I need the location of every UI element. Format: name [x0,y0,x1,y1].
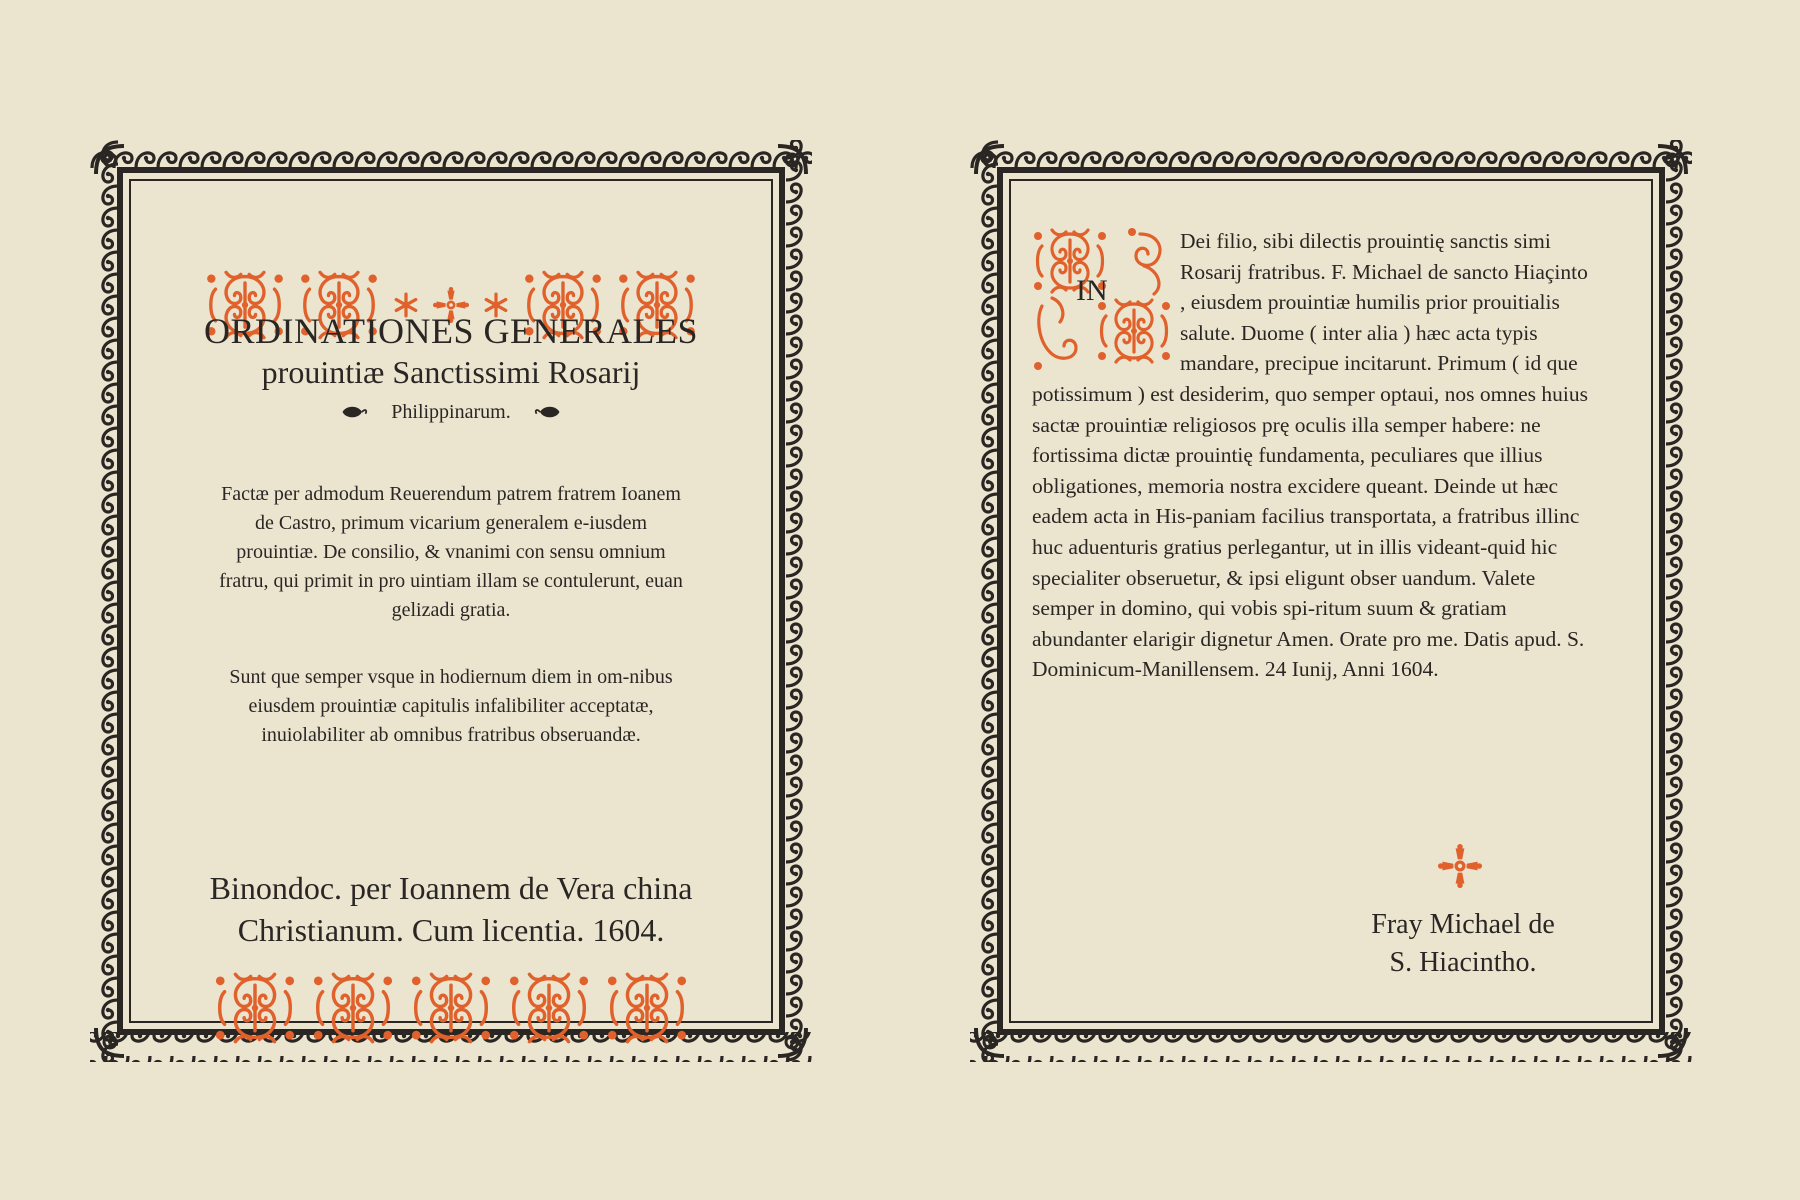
letter-body [1032,226,1592,685]
cross-pattee-icon [1438,844,1482,888]
knotwork-fleuron-icon [409,970,493,1046]
imprint-line-2: Christianum. Cum licentia. 1604. [237,912,665,948]
paragraph-2: Sunt que semper vsque in hodiernum diem in om-nibus eiusdem prouintiæ capitulis infalibiliter acceptatæ, inuiolabiliter ab omnibus fratribus obseruandæ. [229,666,673,746]
knotwork-fleuron-icon [311,970,395,1046]
bottom-ornament-row [152,970,750,1046]
leaf-fleuron-icon [533,403,563,421]
title-block [152,310,750,432]
knotwork-fleuron-icon [507,970,591,1046]
imprint-line-1: Binondoc. per Ioannem de Vera china [209,870,693,906]
title-subtitle: prouintiæ Sanctissimi Rosarij [261,354,641,390]
drop-cap [1032,226,1174,372]
leaf-fleuron-icon [339,403,369,421]
left-page [90,140,812,1062]
knotwork-fleuron-icon [605,970,689,1046]
signature [1328,906,1598,982]
title-place-text: Philippinarum. [391,401,511,423]
imprint [152,867,750,951]
signature-line-2: S. Hiacintho. [1389,947,1537,978]
signature-line-1: Fray Michael de [1371,909,1555,940]
right-page [970,140,1692,1062]
drop-cap-letters: IN [1076,274,1108,307]
knotwork-fleuron-icon [213,970,297,1046]
paragraph-1: Factæ per admodum Reuerendum patrem fratrem Ioanem de Castro, primum vicarium generalem e-iusdem prouintiæ. De consilio, & vnanimi con sensu omnium fratru, qui primit in pro uintiam illam se contulerunt, euan gelizadi gratia. [219,483,683,621]
letter-text: Dei filio, sibi dilectis prouintię sanctis simi Rosarij fratribus. F. Michael de sancto Hiaçinto , eiusdem prouintiæ humilis prior prouitialis salute. Duome ( inter alia ) hæc acta typis mandare, precipue incitarunt. Primum ( id que potissimum ) est desiderim, quo semper optaui, nos omnes huius sactæ prouintiæ religiosos prę oculis illa semper habere: ne fortissima dictæ prouintię fundamenta, peculiares que illius obligationes, memoria nostra excidere queant. Deinde ut hæc eadem acta in His-paniam facilius transportata, a fratribus illinc huc aduenturis gratius perlegantur, ut in illis videant-quid hic specialiter obseruetur, & ipsi eligunt obser uandum. Valete semper in domino, qui vobis spi-ritum suum & gratiam abundanter elarigir dignetur Amen. Orate pro me. Datis apud. S. Dominicum-Manillensem. 24 Iunij, Anni 1604. [1032,229,1588,682]
title-main: ORDINATIONES GENERALES [204,311,698,351]
title-place [152,392,750,432]
